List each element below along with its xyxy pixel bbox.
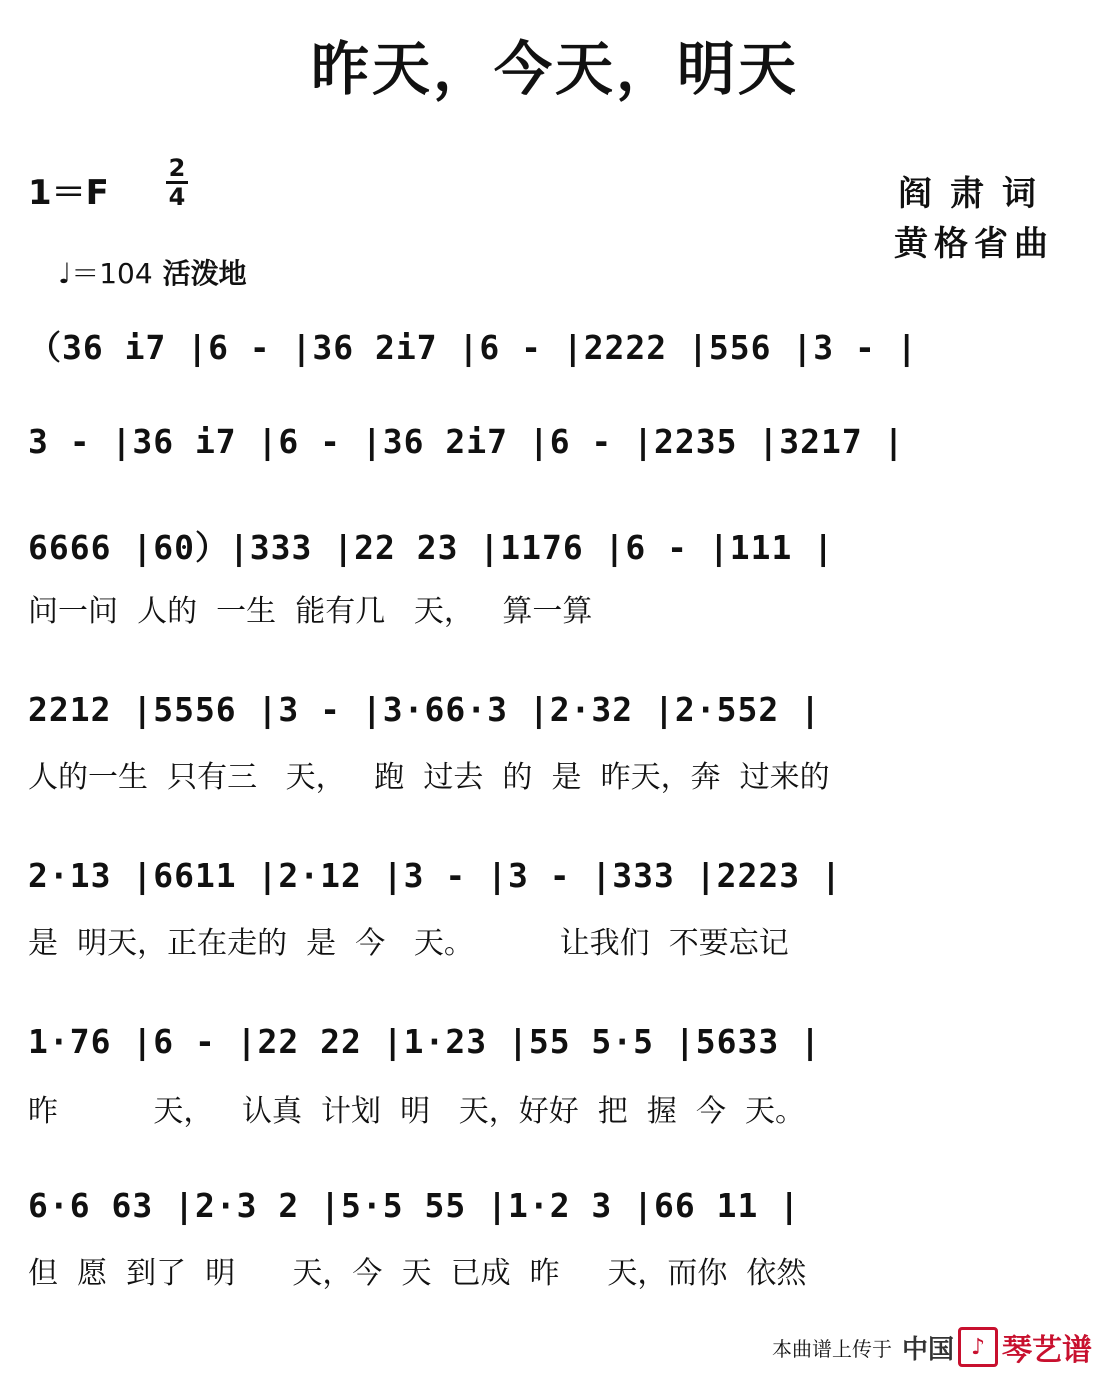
- lyrics-line: 昨 天， 认真 计划 明 天，好好 把 握 今 天。: [28, 1094, 806, 1129]
- notation-line: 1·76 |6 - |22 22 |1·23 |55 5·5 |5633 |: [28, 1022, 821, 1061]
- notation-line: 6666 |60）|333 |22 23 |1176 |6 - |111 |: [28, 528, 835, 567]
- time-signature-top: 2: [168, 154, 186, 182]
- lyrics-line: 问一问 人的 一生 能有几 天， 算一算: [28, 594, 593, 629]
- notation-line: 6·6 63 |2·3 2 |5·5 55 |1·2 3 |66 11 |: [28, 1186, 801, 1225]
- upload-text: 本曲谱上传于: [771, 1336, 892, 1361]
- tempo-mood: 活泼地: [162, 257, 247, 290]
- composer-credit: 黄格省曲: [894, 224, 1054, 264]
- notation-line: 2212 |5556 |3 - |3·66·3 |2·32 |2·552 |: [28, 690, 821, 729]
- lyricist-credit: 阎肃词: [898, 174, 1054, 214]
- notation-line: （36 i7 |6 - |36 2i7 |6 - |2222 |556 |3 - |: [28, 328, 918, 367]
- lyrics-line: 是 明天，正在走的 是 今 天。 让我们 不要忘记: [28, 926, 789, 961]
- site-prefix: 中国: [901, 1334, 954, 1365]
- song-title: 昨天，今天，明天: [310, 35, 799, 103]
- tempo-bpm: ♩＝104: [58, 257, 153, 290]
- time-signature: [166, 156, 188, 209]
- lyrics-line: 但 愿 到了 明 天，今 天 已成 昨 天，而你 依然: [28, 1256, 807, 1291]
- notation-line: 3 - |36 i7 |6 - |36 2i7 |6 - |2235 |3217 |: [28, 422, 905, 461]
- piano-key-icon: ♪: [958, 1327, 998, 1367]
- time-signature-bottom: 4: [168, 183, 186, 211]
- notation-line: 2·13 |6611 |2·12 |3 - |3 - |333 |2223 |: [28, 856, 842, 895]
- site-name: 琴艺谱: [1002, 1333, 1092, 1368]
- upload-footer: [772, 1325, 1092, 1369]
- tempo-marking: [58, 252, 247, 292]
- key-signature: 1＝F: [28, 173, 109, 213]
- site-logo[interactable]: [902, 1325, 1092, 1369]
- lyrics-line: 人的一生 只有三 天， 跑 过去 的 是 昨天，奔 过来的: [28, 760, 830, 795]
